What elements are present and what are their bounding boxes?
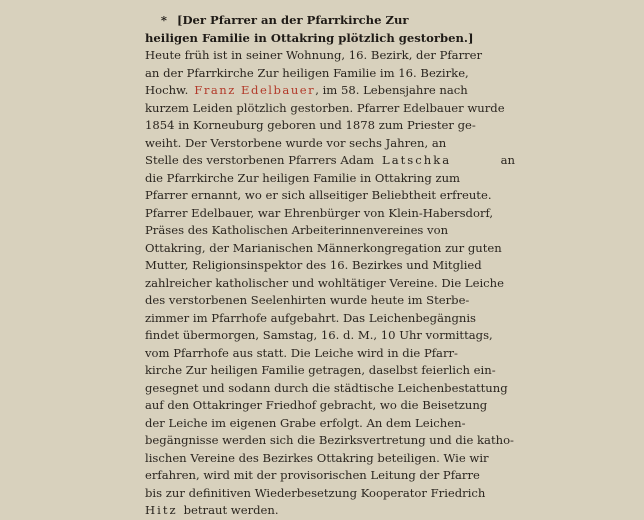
article-line — [145, 450, 515, 468]
headline-line-2 — [145, 30, 515, 48]
article-line-text: erfahren, wird mit der provisorischen Leitung der Pfarre — [145, 468, 480, 482]
article-line-text: kirche Zur heiligen Familie getragen, daselbst feierlich ein- — [145, 363, 496, 377]
article-line-text: auf den Ottakringer Friedhof gebracht, wo die Beisetzung — [145, 398, 488, 412]
article-line — [145, 135, 515, 153]
article-line — [145, 485, 515, 503]
article-line-text: bis zur definitiven Wiederbesetzung Kooperator Friedrich — [145, 485, 486, 500]
name-hitz: Hitz — [145, 503, 178, 517]
article-line-text: an der Pfarrkirche Zur heiligen Familie im 16. Bezirke, — [145, 65, 469, 80]
article-line — [145, 170, 515, 188]
article-line-text: vom Pfarrhofe aus statt. Die Leiche wird in die Pfarr- — [145, 345, 458, 360]
article-line — [145, 380, 515, 398]
article-line — [145, 100, 515, 118]
article-line — [145, 292, 515, 310]
article-line — [145, 415, 515, 433]
article-line — [145, 432, 515, 450]
article-line — [145, 397, 515, 415]
article-line — [145, 187, 515, 205]
article-line — [145, 82, 515, 100]
article-line-text: findet übermorgen, Samstag, 16. d. M., 10 Uhr vormittags, — [145, 328, 493, 342]
article-line-text: Mutter, Religionsinspektor des 16. Bezirkes und Mitglied — [145, 258, 482, 272]
article-line — [145, 205, 515, 223]
article-column — [145, 12, 515, 520]
article-line — [145, 467, 515, 485]
article-line-text: Hochw. — [145, 83, 189, 97]
article-line-text: Pfarrer Edelbauer, war Ehrenbürger von Klein-Habersdorf, — [145, 205, 494, 220]
article-line — [145, 327, 515, 345]
article-line-text: der Leiche im eigenen Grabe erfolgt. An dem Leichen- — [145, 415, 466, 430]
article-line — [145, 152, 515, 170]
article-line — [145, 345, 515, 363]
article-line-text: Heute früh ist in seiner Wohnung, 16. Bezirk, der Pfarrer — [145, 48, 483, 62]
article-line — [145, 275, 515, 293]
article-line-text: 1854 in Korneuburg geboren und 1878 zum Priester ge- — [145, 118, 476, 132]
last-line-rest: betraut werden. — [183, 503, 279, 517]
asterisk-marker: * — [160, 13, 167, 27]
article-line-text: zahlreicher katholischer und wohltätiger Vereine. Die Leiche — [145, 275, 504, 290]
article-line-text: , im 58. Lebensjahre nach — [315, 83, 468, 97]
headline-text-1: [Der Pfarrer an der Pfarrkirche Zur — [177, 13, 409, 27]
article-line — [145, 65, 515, 83]
article-body — [145, 47, 515, 502]
article-line-text: Präses des Katholischen Arbeiterinnenvereines von — [145, 223, 449, 237]
headline-line-1 — [145, 12, 515, 30]
article-line — [145, 47, 515, 65]
article-line-text: zimmer im Pfarrhofe aufgebahrt. Das Leichenbegängnis — [145, 310, 477, 325]
article-line — [145, 117, 515, 135]
article-line-text: kurzem Leiden plötzlich gestorben. Pfarrer Edelbauer wurde — [145, 100, 505, 115]
highlighted-name: Franz Edelbauer — [194, 83, 316, 97]
article-line-text: lischen Vereine des Bezirkes Ottakring beteiligen. Wie wir — [145, 450, 489, 465]
article-line — [145, 310, 515, 328]
article-last-line — [145, 502, 515, 520]
article-line-text: Stelle des verstorbenen Pfarrers Adam — [145, 153, 375, 167]
article-line-text: Pfarrer ernannt, wo er sich allseitiger Beliebtheit erfreute. — [145, 188, 492, 202]
headline-text-2: heiligen Familie in Ottakring plötzlich gestorben.] — [145, 30, 474, 45]
article-line — [145, 362, 515, 380]
article-line-text: an — [500, 153, 515, 167]
article-line-text: gesegnet und sodann durch die städtische Leichenbestattung — [145, 380, 508, 395]
article-line-text: weiht. Der Verstorbene wurde vor sechs Jahren, an — [145, 135, 447, 150]
article-line-text: des verstorbenen Seelenhirten wurde heute im Sterbe- — [145, 293, 470, 307]
article-line — [145, 222, 515, 240]
article-line — [145, 240, 515, 258]
article-line-text: Ottakring, der Marianischen Männerkongregation zur guten — [145, 240, 502, 255]
spaced-name: Latschka — [382, 153, 452, 167]
article-line-text: die Pfarrkirche Zur heiligen Familie in Ottakring zum — [145, 170, 461, 185]
article-line-text: begängnisse werden sich die Bezirksvertretung und die katho- — [145, 433, 514, 447]
article-line — [145, 257, 515, 275]
